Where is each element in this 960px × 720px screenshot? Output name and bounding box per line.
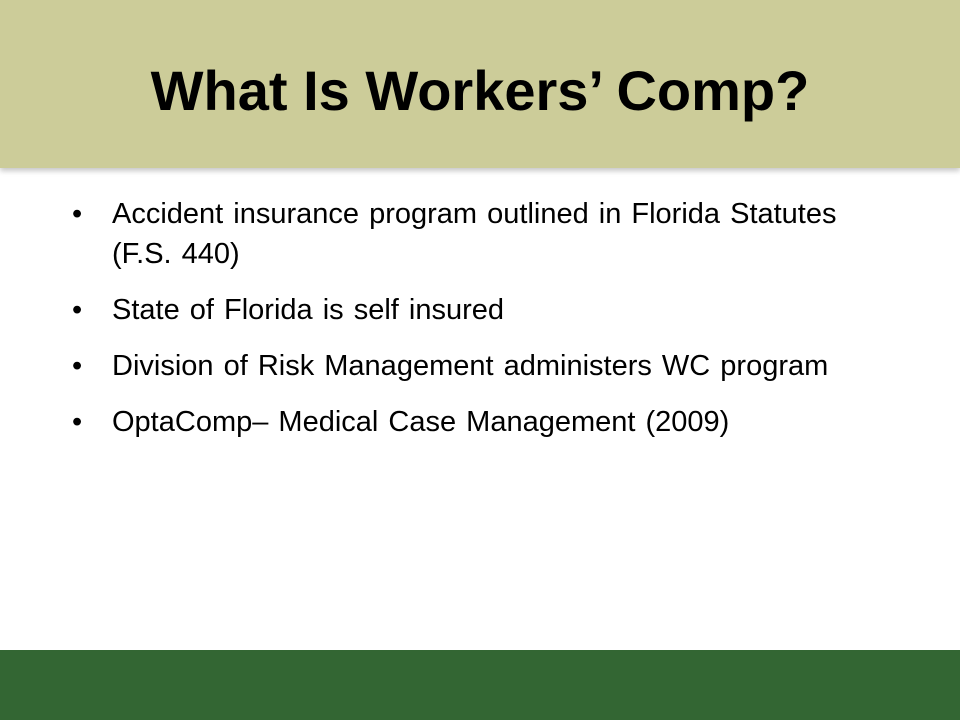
bullet-text: Accident insurance program outlined in Florida Statutes (F.S. 440) (112, 198, 837, 270)
slide-title: What Is Workers’ Comp? (150, 59, 810, 122)
bullet-item (72, 290, 902, 330)
bullet-list (72, 194, 902, 458)
bullet-text: Division of Risk Management administers WC program (112, 350, 829, 382)
bullet-item (72, 402, 902, 442)
title-band (0, 0, 960, 168)
bullet-text: State of Florida is self insured (112, 294, 505, 326)
bullet-item (72, 346, 902, 386)
bullet-marker: • (72, 350, 83, 382)
bullet-marker: • (72, 198, 83, 230)
footer-band (0, 650, 960, 720)
bullet-marker: • (72, 406, 83, 438)
bullet-item (72, 194, 902, 274)
bullet-text: OptaComp– Medical Case Management (2009) (112, 406, 730, 438)
bullet-marker: • (72, 294, 83, 326)
